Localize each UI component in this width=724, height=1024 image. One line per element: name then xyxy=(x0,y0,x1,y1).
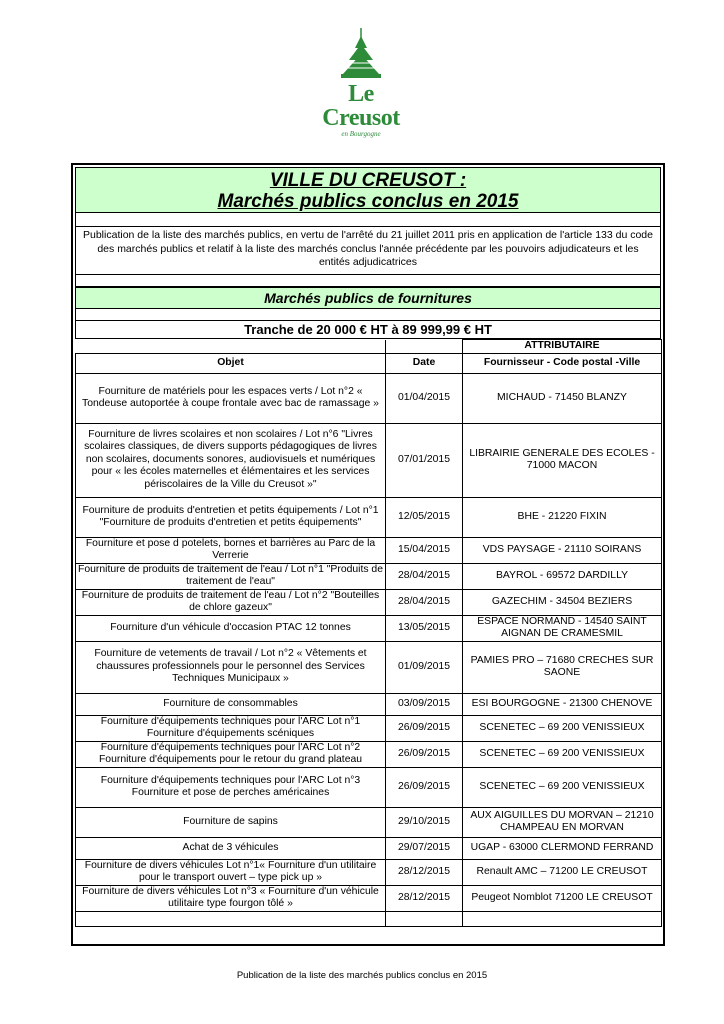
objet-cell: Fourniture de produits de traitement de l'eau / Lot n°1 "Produits de traitement de l'eau" xyxy=(76,563,386,589)
date-cell: 03/09/2015 xyxy=(386,693,463,715)
objet-cell: Fourniture d'équipements techniques pour l'ARC Lot n°3 Fourniture et pose de perches américaines xyxy=(76,767,386,807)
document-frame xyxy=(71,163,665,946)
table-row xyxy=(76,423,662,497)
table-row xyxy=(76,715,662,741)
objet-cell: Fourniture de divers véhicules Lot n°3 « Fourniture d'un véhicule utilitaire type fourgon tôlé » xyxy=(76,885,386,911)
tranche-heading: Tranche de 20 000 € HT à 89 999,99 € HT xyxy=(75,321,661,339)
date-cell: 29/07/2015 xyxy=(386,837,463,859)
fournisseur-cell: SCENETEC – 69 200 VENISSIEUX xyxy=(463,741,662,767)
contracts-table xyxy=(75,339,662,927)
fournisseur-cell: LIBRAIRIE GENERALE DES ECOLES - 71000 MACON xyxy=(463,423,662,497)
spacer-row xyxy=(75,275,661,287)
objet-cell: Fourniture d'équipements techniques pour l'ARC Lot n°2 Fourniture d'équipements pour le retour du grand plateau xyxy=(76,741,386,767)
table-row xyxy=(76,807,662,837)
empty-cell xyxy=(76,911,386,926)
fournisseur-cell: VDS PAYSAGE - 21110 SOIRANS xyxy=(463,537,662,563)
section-title: Marchés publics de fournitures xyxy=(75,287,661,309)
table-row xyxy=(76,767,662,807)
table-row xyxy=(76,859,662,885)
objet-cell: Fourniture de matériels pour les espaces verts / Lot n°2 « Tondeuse autoportée à coupe frontale avec bac de ramassage » xyxy=(76,373,386,423)
tower-icon xyxy=(339,28,383,80)
empty-cell xyxy=(76,340,386,354)
logo-tagline: en Bourgogne xyxy=(341,130,381,138)
fournisseur-cell: SCENETEC – 69 200 VENISSIEUX xyxy=(463,767,662,807)
objet-cell: Fourniture de produits de traitement de l'eau / Lot n°2 "Bouteilles de chlore gazeux" xyxy=(76,589,386,615)
attributaire-header: ATTRIBUTAIRE xyxy=(463,340,662,354)
fournisseur-cell: BHE - 21220 FIXIN xyxy=(463,497,662,537)
page-footer: Publication de la liste des marchés publics conclus en 2015 xyxy=(236,970,488,981)
date-cell: 28/04/2015 xyxy=(386,563,463,589)
empty-cell xyxy=(386,911,463,926)
fournisseur-cell: ESPACE NORMAND - 14540 SAINT AIGNAN DE CRAMESMIL xyxy=(463,615,662,641)
table-row xyxy=(76,615,662,641)
page-subtitle: Marchés publics conclus en 2015 xyxy=(217,191,519,212)
intro-text: Publication de la liste des marchés publics, en vertu de l'arrêté du 21 juillet 2011 pris en application de l'article 133 du code des marchés publics et relatif à la liste des marchés conclus l'année précédente par les pouvoirs adjudicateurs et les entités adjudicatrices xyxy=(75,227,661,275)
objet-header: Objet xyxy=(76,353,386,373)
fournisseur-cell: SCENETEC – 69 200 VENISSIEUX xyxy=(463,715,662,741)
objet-cell: Fourniture de consommables xyxy=(76,693,386,715)
fournisseur-cell: BAYROL - 69572 DARDILLY xyxy=(463,563,662,589)
page-title: VILLE DU CREUSOT : xyxy=(269,170,467,191)
fournisseur-cell: Peugeot Nomblot 71200 LE CREUSOT xyxy=(463,885,662,911)
date-cell: 26/09/2015 xyxy=(386,715,463,741)
city-logo xyxy=(313,28,409,138)
empty-cell xyxy=(386,340,463,354)
date-cell: 07/01/2015 xyxy=(386,423,463,497)
date-cell: 26/09/2015 xyxy=(386,741,463,767)
table-row xyxy=(76,537,662,563)
objet-cell: Fourniture de vetements de travail / Lot n°2 « Vêtements et chaussures professionnels pour le personnel des Services Techniques Municipaux » xyxy=(76,641,386,693)
date-cell: 13/05/2015 xyxy=(386,615,463,641)
table-row xyxy=(76,641,662,693)
table-row xyxy=(76,589,662,615)
table-row xyxy=(76,373,662,423)
objet-cell: Fourniture d'équipements techniques pour l'ARC Lot n°1 Fourniture d'équipements scéniques xyxy=(76,715,386,741)
objet-cell: Fourniture de divers véhicules Lot n°1« Fourniture d'un utilitaire pour le transport ouvert – type pick up » xyxy=(76,859,386,885)
fournisseur-cell: AUX AIGUILLES DU MORVAN – 21210 CHAMPEAU EN MORVAN xyxy=(463,807,662,837)
table-row xyxy=(76,837,662,859)
objet-cell: Fourniture de livres scolaires et non scolaires / Lot n°6 "Livres scolaires classiques, de divers supports pédagogiques de livres non scolaires, documents sonores, audiovisuels et numériques pour « les écoles maternelles et élémentaires et les services périscolaires de la Ville du Creusot »" xyxy=(76,423,386,497)
table-row xyxy=(76,563,662,589)
date-cell: 28/04/2015 xyxy=(386,589,463,615)
objet-cell: Fourniture de sapins xyxy=(76,807,386,837)
title-box xyxy=(75,167,661,213)
date-cell: 28/12/2015 xyxy=(386,885,463,911)
date-cell: 29/10/2015 xyxy=(386,807,463,837)
fournisseur-cell: ESI BOURGOGNE - 21300 CHENOVE xyxy=(463,693,662,715)
fournisseur-cell: GAZECHIM - 34504 BEZIERS xyxy=(463,589,662,615)
logo-brand: Le Creusot xyxy=(322,81,400,131)
date-cell: 01/04/2015 xyxy=(386,373,463,423)
objet-cell: Fourniture d'un véhicule d'occasion PTAC 12 tonnes xyxy=(76,615,386,641)
date-header: Date xyxy=(386,353,463,373)
spacer-row xyxy=(75,309,661,321)
date-cell: 28/12/2015 xyxy=(386,859,463,885)
date-cell: 01/09/2015 xyxy=(386,641,463,693)
table-spacer-row xyxy=(76,911,662,926)
table-row xyxy=(76,885,662,911)
objet-cell: Achat de 3 véhicules xyxy=(76,837,386,859)
fournisseur-header: Fournisseur - Code postal -Ville xyxy=(463,353,662,373)
objet-cell: Fourniture de produits d'entretien et petits équipements / Lot n°1 "Fourniture de produits d'entretien et petits équipements" xyxy=(76,497,386,537)
fournisseur-cell: UGAP - 63000 CLERMOND FERRAND xyxy=(463,837,662,859)
date-cell: 12/05/2015 xyxy=(386,497,463,537)
objet-cell: Fourniture et pose d potelets, bornes et barrières au Parc de la Verrerie xyxy=(76,537,386,563)
table-row xyxy=(76,741,662,767)
table-row xyxy=(76,693,662,715)
date-cell: 26/09/2015 xyxy=(386,767,463,807)
column-header-row xyxy=(76,353,662,373)
date-cell: 15/04/2015 xyxy=(386,537,463,563)
fournisseur-cell: PAMIES PRO – 71680 CRECHES SUR SAONE xyxy=(463,641,662,693)
attributaire-header-row xyxy=(76,340,662,354)
fournisseur-cell: MICHAUD - 71450 BLANZY xyxy=(463,373,662,423)
empty-cell xyxy=(463,911,662,926)
spacer-row xyxy=(75,213,661,227)
table-row xyxy=(76,497,662,537)
fournisseur-cell: Renault AMC – 71200 LE CREUSOT xyxy=(463,859,662,885)
